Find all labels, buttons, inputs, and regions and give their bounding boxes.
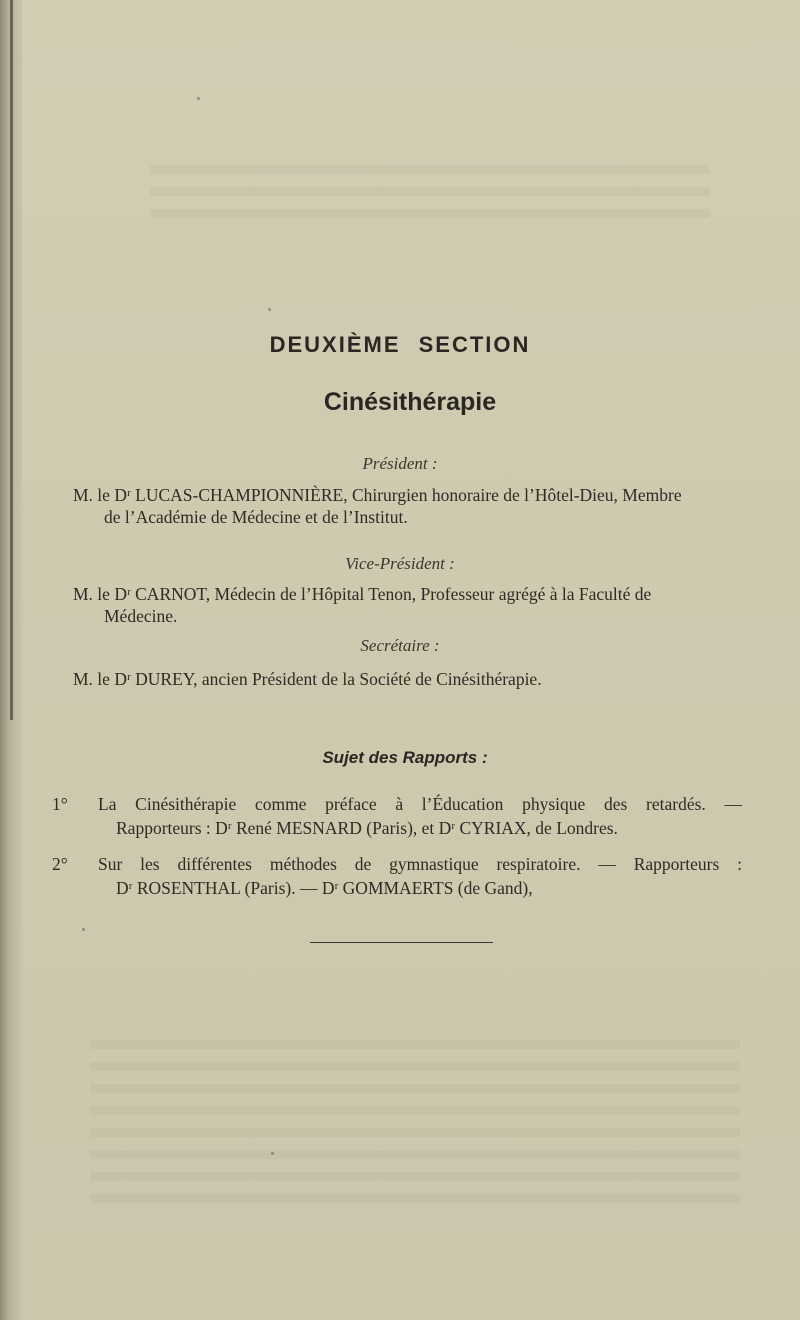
report-number-1: 1° bbox=[52, 794, 68, 814]
vice-president-line-2: Médecine. bbox=[104, 606, 178, 626]
president-line-1: M. le Dʳ LUCAS-CHAMPIONNIÈRE, Chirurgien honoraire de l’Hôtel-Dieu, Membre bbox=[73, 485, 682, 505]
paper-speck bbox=[197, 97, 200, 100]
bleed-through-upper bbox=[150, 165, 710, 225]
paper-speck bbox=[268, 308, 271, 311]
binding-shadow-line bbox=[10, 0, 13, 720]
vice-president-line-1: M. le Dʳ CARNOT, Médecin de l’Hôpital Tenon, Professeur agrégé à la Faculté de bbox=[73, 584, 652, 604]
president-entry bbox=[73, 484, 748, 528]
report-line-1-1: La Cinésithérapie comme préface à l’Éducation physique des retardés. — bbox=[98, 794, 742, 814]
secretaire-entry bbox=[73, 668, 748, 690]
secretaire-line-1: M. le Dʳ DUREY, ancien Président de la Société de Cinésithérapie. bbox=[73, 669, 542, 689]
paper-speck bbox=[271, 1152, 274, 1155]
subjects-title: Sujet des Rapports : bbox=[322, 748, 488, 767]
section-heading: DEUXIÈME SECTION bbox=[269, 332, 531, 357]
report-line-1-2: Rapporteurs : Dʳ René MESNARD (Paris), et Dʳ CYRIAX, de Londres. bbox=[116, 818, 618, 838]
bleed-through-lower bbox=[90, 1040, 740, 1210]
president-line-2: de l’Académie de Médecine et de l’Institut. bbox=[104, 507, 408, 527]
section-title: Cinésithérapie bbox=[323, 388, 497, 416]
secretaire-label: Secrétaire : bbox=[360, 636, 440, 655]
closing-rule bbox=[310, 942, 493, 943]
report-line-2-1: Sur les différentes méthodes de gymnastique respiratoire. — Rapporteurs : bbox=[98, 854, 742, 874]
president-label: Président : bbox=[362, 454, 438, 473]
vice-president-entry bbox=[73, 583, 748, 627]
report-line-2-2: Dʳ ROSENTHAL (Paris). — Dʳ GOMMAERTS (de Gand), bbox=[116, 878, 533, 898]
report-item-2 bbox=[52, 852, 742, 900]
report-number-2: 2° bbox=[52, 854, 68, 874]
paper-speck bbox=[82, 928, 85, 931]
vice-president-label: Vice-Président : bbox=[345, 554, 455, 573]
report-item-1 bbox=[52, 792, 742, 840]
